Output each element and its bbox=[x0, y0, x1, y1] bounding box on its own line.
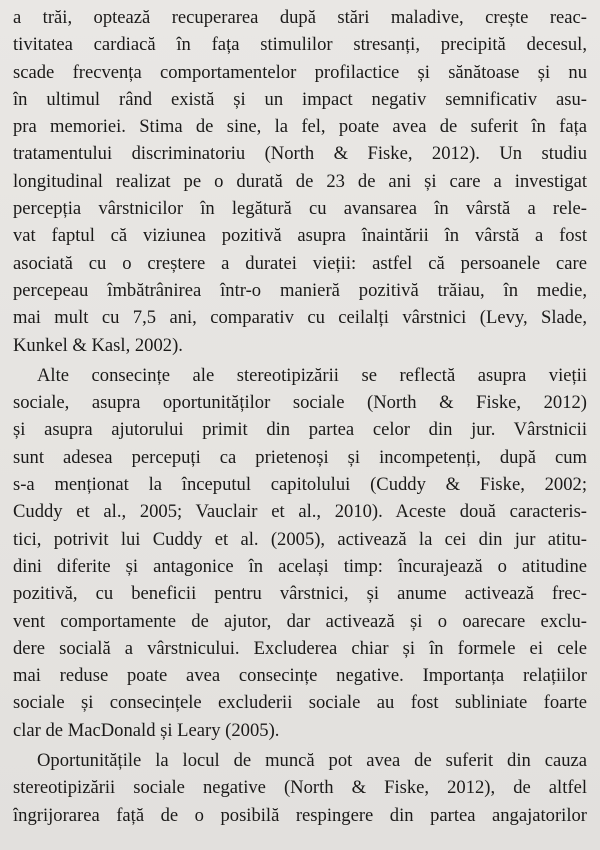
text-line: sociale și consecințele excluderii sociale au fost subliniate foarte bbox=[13, 692, 587, 714]
text-line: Cuddy et al., 2005; Vauclair et al., 2010). Aceste două caracteris- bbox=[13, 501, 587, 523]
page-text bbox=[13, 4, 587, 829]
text-line: sunt adesea percepuți ca prietenoși și incompetenți, după cum bbox=[13, 446, 587, 468]
text-line: vent comportamente de ajutor, dar activează și o oarecare exclu- bbox=[13, 610, 587, 632]
text-line: vat faptul că viziunea pozitivă asupra înaintării în vârstă a fost bbox=[13, 225, 587, 247]
text-line: mai mult cu 7,5 ani, comparativ cu ceilalți vârstnici (Levy, Slade, bbox=[13, 307, 587, 329]
text-line: longitudinal realizat pe o durată de 23 de ani și care a investigat bbox=[13, 170, 587, 192]
text-line: tici, potrivit lui Cuddy et al. (2005), activează la cei din jur atitu- bbox=[13, 528, 587, 550]
text-line: tivitatea cardiacă în fața stimulilor stresanți, precipită decesul, bbox=[13, 34, 587, 56]
text-line: Kunkel & Kasl, 2002). bbox=[13, 334, 183, 356]
text-line: pra memoriei. Stima de sine, la fel, poate avea de suferit în fața bbox=[13, 116, 587, 138]
paragraph-1 bbox=[13, 4, 587, 359]
text-line: îngrijorarea față de o posibilă respingere din partea angajatorilor bbox=[13, 804, 587, 826]
text-line: pozitivă, cu beneficii pentru vârstnici, și anume activează frec- bbox=[13, 583, 587, 605]
paragraph-3 bbox=[13, 747, 587, 829]
text-line: percepeau îmbătrânirea într-o manieră pozitivă trăiau, în medie, bbox=[13, 279, 587, 301]
text-line: percepția vârstnicilor în legătură cu avansarea în vârstă a rele- bbox=[13, 198, 587, 220]
text-line: asociată cu o creștere a duratei vieții: astfel că persoanele care bbox=[13, 252, 587, 274]
text-line: Oportunitățile la locul de muncă pot avea de suferit din cauza bbox=[37, 750, 587, 772]
text-line: sociale, asupra oportunităților sociale (North & Fiske, 2012) bbox=[13, 392, 587, 414]
text-line: clar de MacDonald și Leary (2005). bbox=[13, 719, 280, 741]
text-line: scade frecvența comportamentelor profilactice și sănătoase și nu bbox=[13, 61, 587, 83]
text-line: dini diferite și antagonice în același timp: încurajează o atitudine bbox=[13, 555, 587, 577]
text-line: stereotipizării sociale negative (North & Fiske, 2012), de altfel bbox=[13, 777, 587, 799]
text-line: Alte consecințe ale stereotipizării se reflectă asupra vieții bbox=[37, 364, 587, 386]
text-line: s-a menționat la începutul capitolului (Cuddy & Fiske, 2002; bbox=[13, 474, 587, 496]
text-line: și asupra ajutorului primit din partea celor din jur. Vârstnicii bbox=[13, 419, 587, 441]
text-line: a trăi, optează recuperarea după stări maladive, crește reac- bbox=[13, 7, 587, 28]
text-line: mai reduse poate avea consecințe negative. Importanța relațiilor bbox=[13, 665, 587, 687]
text-line: dere socială a vârstnicului. Excluderea chiar și în formele ei cele bbox=[13, 637, 587, 659]
paragraph-2 bbox=[13, 362, 587, 744]
text-line: în ultimul rând există și un impact negativ semnificativ asu- bbox=[13, 88, 587, 110]
text-line: tratamentului discriminatoriu (North & Fiske, 2012). Un studiu bbox=[13, 143, 587, 165]
